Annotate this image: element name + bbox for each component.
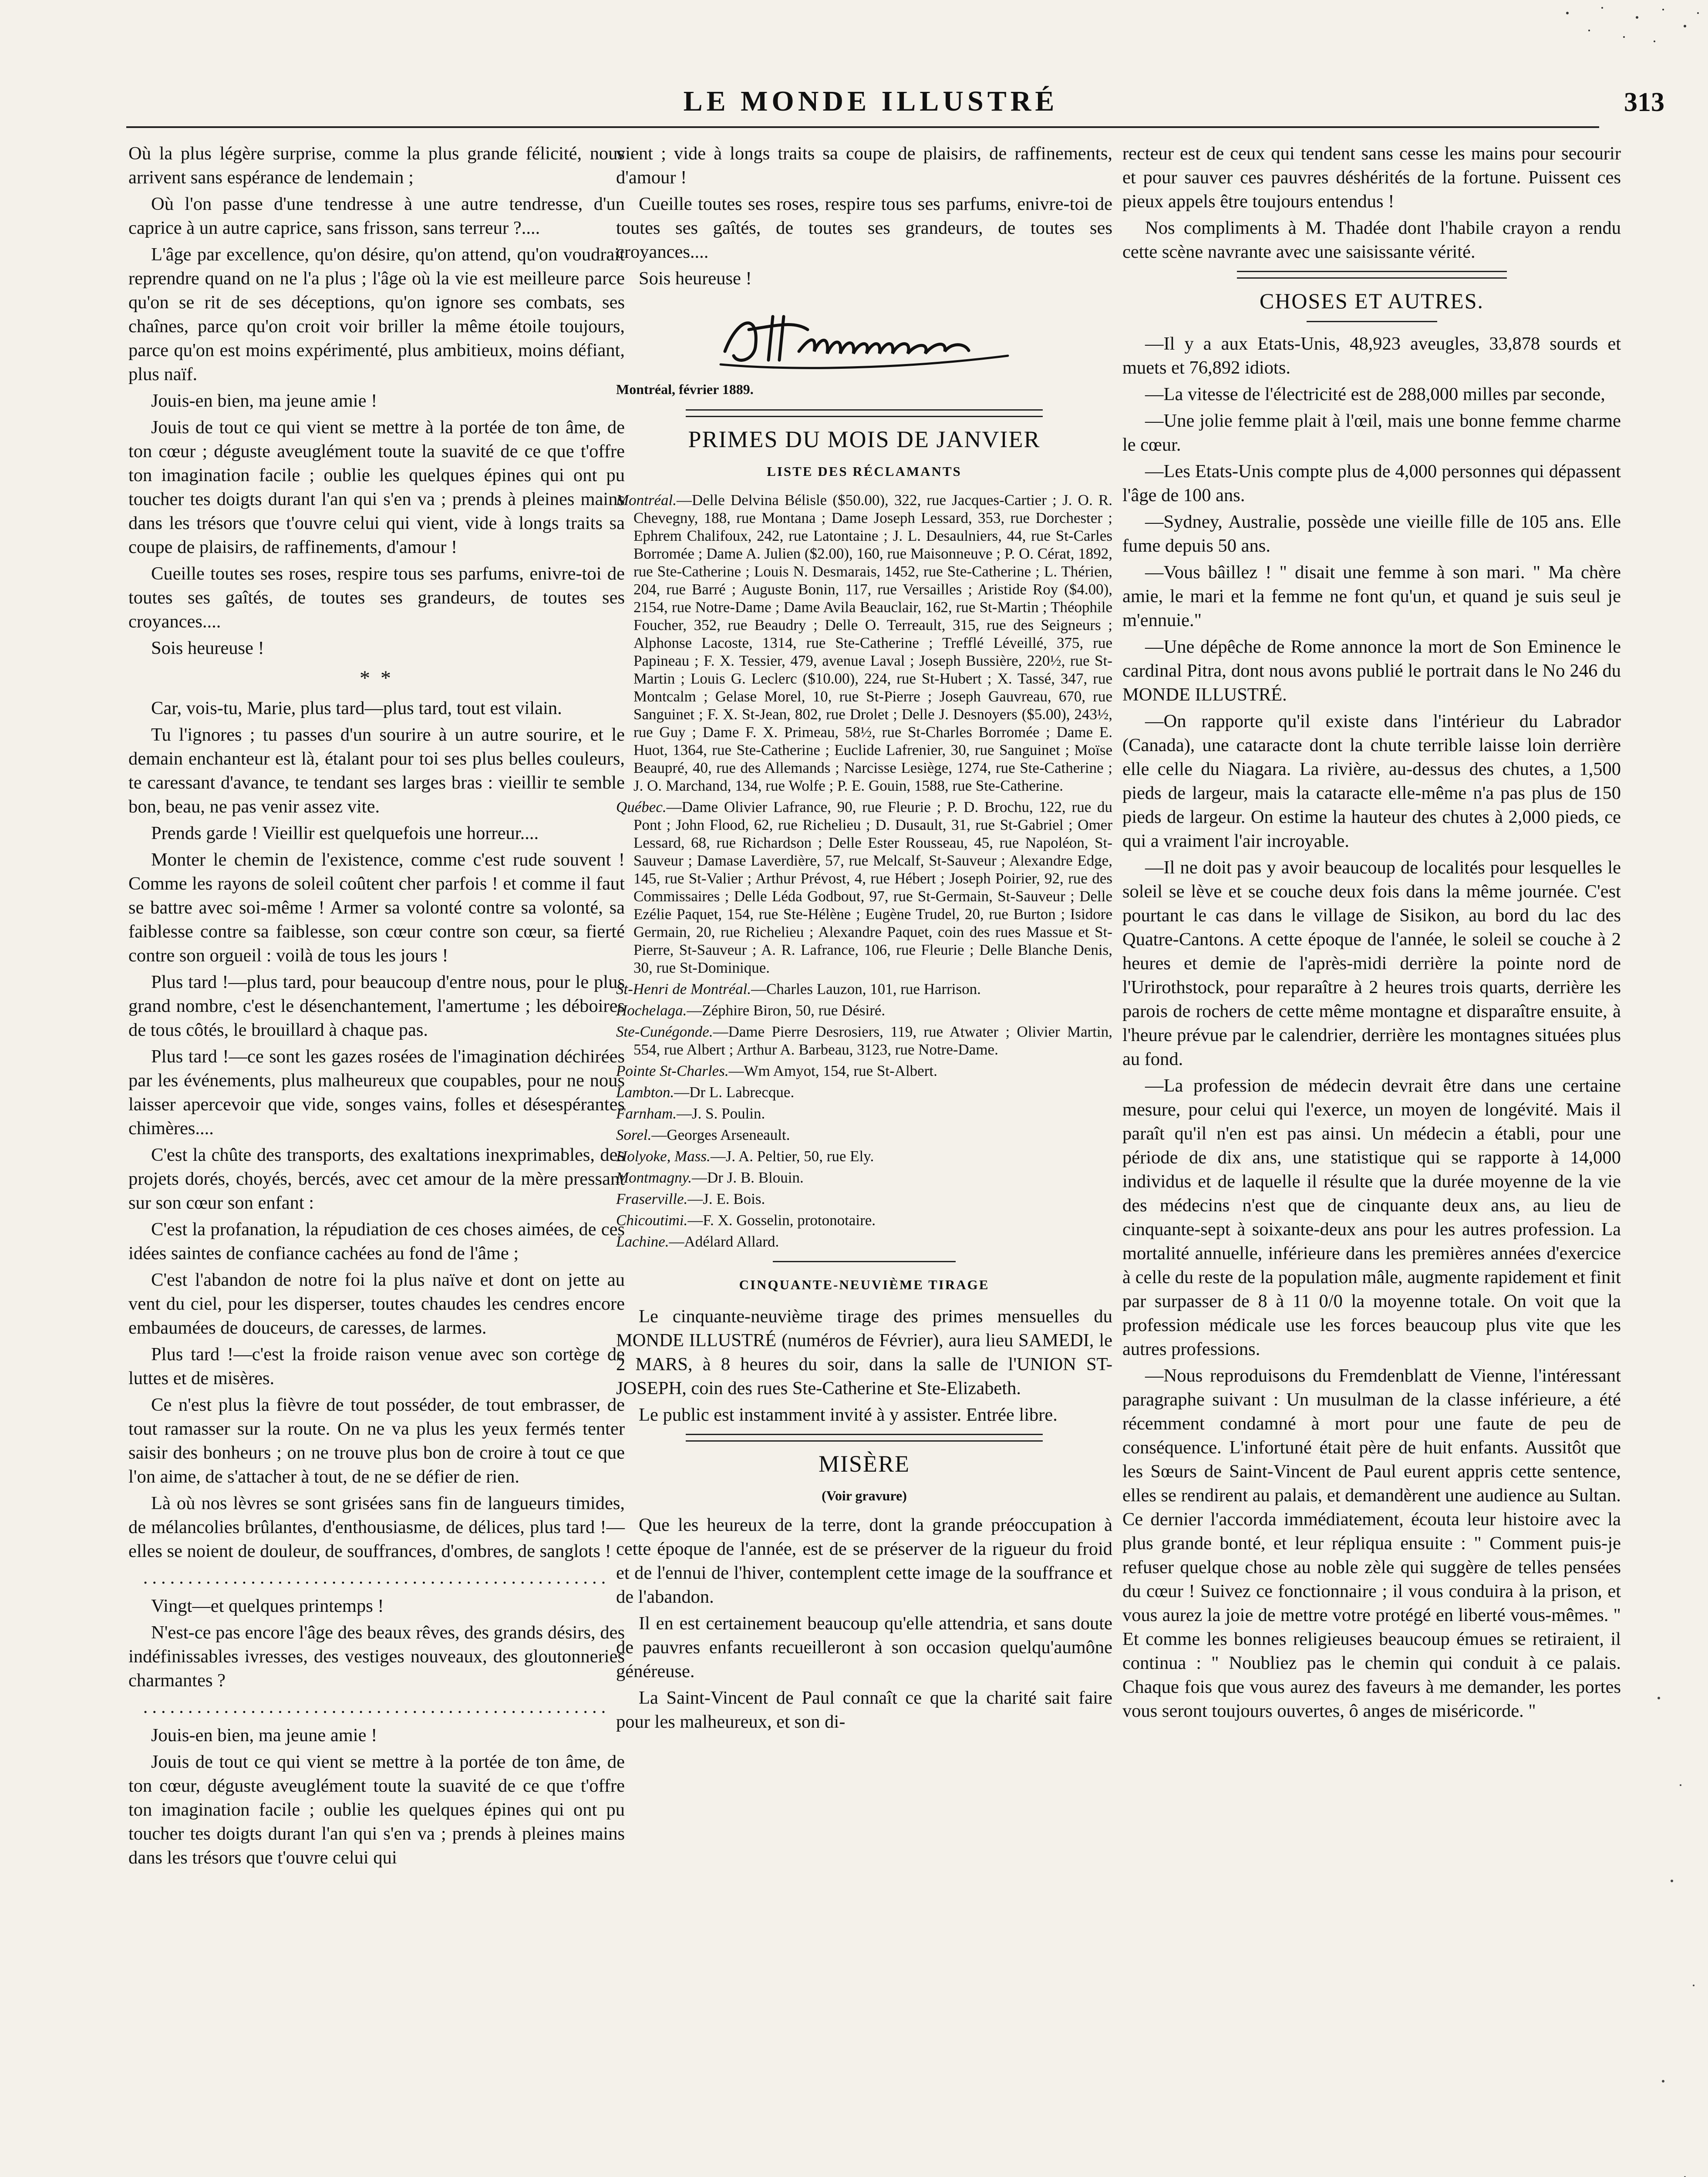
paragraph: Tu l'ignores ; tu passes d'un sourire à un autre sourire, et le demain enchanteur est là, étalant pour toi ses plus belles couleurs, te caressant d'avance, te tendant ses larges bras : vieillir te semble bon, beau, ne pas venir assez vite. [128, 725, 625, 817]
paragraph: Jouis de tout ce qui vient se mettre à la portée de ton âme, de ton cœur, déguste aveuglément toute la suavité de ce que t'offre ton imagination facile ; oublie les quelques épines qui ont pu toucher tes doigts durant l'an qui s'en va ; prends à pleines mains dans les trésors que t'ouvre celui qui [128, 1752, 625, 1868]
news-item: —Une jolie femme plait à l'œil, mais une bonne femme charme le cœur. [1122, 411, 1621, 455]
list-item: Hochelaga.—Zéphire Biron, 50, rue Désiré. [616, 1002, 886, 1019]
news-item: —On rapporte qu'il existe dans l'intérieur du Labrador (Canada), une cataracte dont la chute terrible laisse loin derrière elle celle du Niagara. La rivière, au-dessus des chutes, a 1,500 pieds de largeur, mais la cataracte elle-même n'a pas plus de 150 pieds de largeur. On estime la hauteur des chutes à 2,000 pieds, ce qui a vraiment l'air incroyable. [1122, 711, 1621, 851]
paragraph: Où l'on passe d'une tendresse à une autre tendresse, d'un caprice à un autre caprice, sans frisson, sans terreur ?.... [128, 194, 625, 238]
dotted-separator: .................................................... [143, 1567, 610, 1588]
scan-noise-right-edge [1646, 1655, 1708, 2177]
paragraph: Prends garde ! Vieillir est quelquefois une horreur.... [151, 823, 539, 843]
paragraph: Jouis-en bien, ma jeune amie ! [151, 1725, 377, 1746]
dotted-separator: .................................................... [143, 1697, 610, 1717]
paragraph: Le public est instamment invité à y assister. Entrée libre. [639, 1405, 1058, 1425]
section-rule [686, 1434, 1043, 1442]
news-item: —Nous reproduisons du Fremdenblatt de Vienne, l'intéressant paragraphe suivant : Un musulman de la classe inférieure, a été récemment condamné à mort pour une faute de peu de conséquence. L'infortuné était père de huit enfants. Aussitôt que les Sœurs de Saint-Vincent de Paul eurent appris cette sentence, elles se rendirent au palais, et demandèrent une audience au Sultan. Ce dernier l'accorda immédiatement, écouta leur histoire avec la plus grande bonté, et leur répliqua ensuite : " Comment puis-je refuser quelque chose au noble zèle qui suggère de telles pensées du cœur ! Suivez ce fonctionnaire ; il vous conduira à la prison, et vous aurez la joie de mettre votre protégé en liberté vous-mêmes. " Et comme les bonnes religieuses beaucoup émues se retiraient, il continua : " Noubliez pas le chemin qui conduit à ce palais. Chaque fois que vous aurez des faveurs à me demander, les portes vous seront toujours ouvertes, ô anges de miséricorde. " [1122, 1365, 1621, 1721]
paragraph: Jouis de tout ce qui vient se mettre à la portée de ton âme, de ton cœur ; déguste aveuglément toute la suavité de ce que t'offre ton imagination facile ; oublie les quelques épines qui ont pu toucher tes doigts durant l'an qui s'en va ; prends à pleines mains dans les trésors que t'ouvre celui qui vient, vide à longs traits sa coupe de plaisirs, de raffinements, d'amour ! [128, 417, 625, 557]
section-rule [773, 1261, 956, 1262]
paragraph: Plus tard !—ce sont les gazes rosées de l'imagination déchirées par les événements, plus malheureux que coupables, pour ne nous laisser apercevoir que vide, songes vains, folles et désespérantes chimères.... [128, 1046, 625, 1139]
paragraph: C'est l'abandon de notre foi la plus naïve et dont on jette au vent du ciel, pour les disperser, toutes chaudes les cendres encore embaumées de douceurs, de caresses, de larmes. [128, 1270, 625, 1338]
header-rule [126, 126, 1599, 128]
paragraph: Monter le chemin de l'existence, comme c'est rude souvent ! Comme les rayons de soleil coûtent cher parfois ! et comme il faut se battre avec soi-même ! Armer sa volonté contre sa volonté, sa faiblesse contre sa faiblesse, son cœur contre son cœur, sa fierté contre son orgueil : voilà de tous les jours ! [128, 849, 625, 966]
list-item: Montréal.—Delle Delvina Bélisle ($50.00), 322, rue Jacques-Cartier ; J. O. R. Chevegny, 188, rue Montana ; Dame Joseph Lessard, 353, rue Dorchester ; Ephrem Chalifoux, 242, rue Latontaine ; J. L. Desaulniers, 44, rue St-Carles Borromée ; Dame A. Julien ($2.00), 160, rue Maisonneuve ; P. O. Cérat, 1892, rue Ste-Catherine ; Louis N. Desmarais, 1452, rue Ste-Catherine ; L. Thérien, 204, rue Barré ; Auguste Bonin, 117, rue Versailles ; Aristide Roy ($4.00), 2154, rue Notre-Dame ; Dame Avila Beauclair, 162, rue St-Martin ; Théophile Foucher, 352, rue Beaudry ; Delle O. Terreault, 315, rue des Seigneurs ; Alphonse Lacoste, 1314, rue Ste-Catherine ; Trefflé Léveillé, 375, rue Papineau ; F. X. Tessier, 479, avenue Laval ; Joseph Bussière, 220½, rue St-Martin ; Louis G. Leclerc ($10.00), 224, rue St-Hubert ; X. Tassé, 347, rue Montcalm ; Gelase Morel, 10, rue St-Pierre ; Joseph Gauvreau, 670, rue Sanguinet ; F. X. St-Jean, 802, rue Drolet ; Delle J. Desnoyers ($5.00), 243½, rue Guy ; Dame F. X. Primeau, 58½, rue St-Charles Borromée ; Dame E. Huot, 1364, rue Ste-Catherine ; Euclide Lafrenier, 30, rue Sanguinet ; Moïse Beaupré, 40, rue des Allemands ; Narcisse Lesiège, 1274, rue Ste-Catherine ; J. O. Marchand, 134, rue Wolfe ; P. E. Gouin, 1588, rue Ste-Catherine. [616, 492, 1112, 794]
list-item: Québec.—Dame Olivier Lafrance, 90, rue Fleurie ; P. D. Brochu, 122, rue du Pont ; John Flood, 62, rue Richelieu ; D. Dusault, 31, rue St-Gabriel ; Omer Lessard, 68, rue Richardson ; Delle Ester Rousseau, 45, rue Napoléon, St-Sauveur ; Damase Laverdière, 57, rue Melcalf, St-Sauveur ; Alexandre Edge, 145, rue St-Valier ; Arthur Prévost, 4, rue Hébert ; Joseph Poirier, 92, rue des Commissaires ; Delle Léda Godbout, 97, rue St-Germain, St-Sauveur ; Delle Ezélie Paquet, 154, rue Ste-Hélène ; Eugène Trudel, 20, rue Burton ; Isidore Germain, 20, rue Richelieu ; Alexandre Paquet, coin des rues Massue et St-Pierre, St-Sauveur ; A. R. Lafrance, 106, rue Fleurie ; Delle Blanche Denis, 30, rue St-Dominique. [616, 799, 1112, 976]
news-item: —Sydney, Australie, possède une vieille fille de 105 ans. Elle fume depuis 50 ans. [1122, 512, 1621, 556]
section-subtitle: (Voir gravure) [822, 1488, 907, 1503]
paragraph: Ce n'est plus la fièvre de tout posséder, de tout embrasser, de tout ramasser sur la route. On ne va plus les yeux fermés tenter saisir des bonheurs ; on ne trouve plus bon de croire à tout ce que l'on aime, de s'attacher à tout, de ne se défier de rien. [128, 1395, 625, 1487]
page-number: 313 [1624, 88, 1664, 117]
paragraph: Que les heureux de la terre, dont la grande préoccupation à cette époque de l'année, est de se préserver de la rigueur du froid et de l'ennui de l'hiver, contemplent cette image de la souffrance et de l'abandon. [616, 1515, 1112, 1607]
masthead: LE MONDE ILLUSTRÉ [683, 85, 1058, 117]
news-item: —Une dépêche de Rome annonce la mort de Son Eminence le cardinal Pitra, dont nous avons publié le portrait dans le No 246 du MONDE ILLUSTRÉ. [1122, 637, 1621, 705]
paragraph: Nos compliments à M. Thadée dont l'habile crayon a rendu cette scène navrante avec une saisissante vérité. [1122, 218, 1621, 262]
list-item: Holyoke, Mass.—J. A. Peltier, 50, rue Ely. [616, 1148, 874, 1165]
news-item: —La vitesse de l'électricité est de 288,000 milles par seconde, [1145, 384, 1605, 404]
section-title-tirage: CINQUANTE-NEUVIÈME TIRAGE [739, 1277, 990, 1292]
paragraph: Plus tard !—c'est la froide raison venue avec son cortège de luttes et de misères. [128, 1344, 625, 1388]
paragraph: Jouis-en bien, ma jeune amie ! [151, 391, 377, 411]
paragraph: Plus tard !—plus tard, pour beaucoup d'entre nous, pour le plus grand nombre, c'est le désenchantement, l'amertume ; les déboires de tous côtés, le brouillard à chaque pas. [128, 972, 625, 1040]
paragraph: Là où nos lèvres se sont grisées sans fin de langueurs timides, de mélancolies brûlantes, d'enthousiasme, de délices, plus tard !—elles se noient de douleur, de souffrances, d'ombres, de sanglots ! [128, 1493, 625, 1561]
dateline: Montréal, février 1889. [616, 381, 754, 397]
section-stars: * * [360, 667, 394, 690]
list-item: Farnham.—J. S. Poulin. [616, 1105, 765, 1122]
list-item: St-Henri de Montréal.—Charles Lauzon, 101, rue Harrison. [616, 981, 981, 998]
column-1 [128, 142, 625, 1872]
paragraph: vient ; vide à longs traits sa coupe de plaisirs, de raffinements, d'amour ! [616, 143, 1112, 188]
paragraph: Il en est certainement beaucoup qu'elle attendria, et sans doute de pauvres enfants recueilleront à son occasion quelqu'aumône généreuse. [616, 1613, 1112, 1682]
paragraph: Sois heureuse ! [151, 638, 264, 658]
list-item: Pointe St-Charles.—Wm Amyot, 154, rue St-Albert. [616, 1062, 937, 1079]
scan-noise-top-right [1550, 0, 1708, 52]
subsection-title-liste: LISTE DES RÉCLAMANTS [767, 464, 962, 479]
paragraph: Où la plus légère surprise, comme la plus grande félicité, nous arrivent sans espérance de lendemain ; [128, 143, 625, 188]
paragraph: recteur est de ceux qui tendent sans cesse les mains pour secourir et pour sauver ces pauvres déshérités de la fortune. Puissent ces pieux appels être toujours entendus ! [1122, 143, 1621, 212]
news-item: —Vous bâillez ! " disait une femme à son mari. " Ma chère amie, le mari et la femme ne font qu'un, et quand je suis seul je m'ennuie." [1122, 562, 1621, 630]
paragraph: L'âge par excellence, qu'on désire, qu'on attend, qu'on voudrait reprendre quand on ne l'a plus ; l'âge où la vie est meilleure parce qu'on se rit de ses déceptions, qu'on ignore ses combats, ses chaînes, parce qu'on croit voir briller la même étoile toujours, parce qu'on est moins expérimenté, plus ambitieux, moins défiant, plus naïf. [128, 244, 625, 384]
paragraph: Sois heureuse ! [639, 268, 752, 289]
paragraph: Le cinquante-neuvième tirage des primes mensuelles du MONDE ILLUSTRÉ (numéros de Février), aura lieu SAMEDI, le 2 MARS, à 8 heures du soir, dans la salle de l'UNION ST-JOSEPH, coin des rues Ste-Catherine et Ste-Elizabeth. [616, 1306, 1112, 1399]
signature-hermance [707, 299, 1021, 373]
section-rule [1307, 321, 1437, 322]
column-2 [616, 142, 1112, 1736]
column-3 [1122, 142, 1621, 1725]
paragraph: N'est-ce pas encore l'âge des beaux rêves, des grands désirs, des indéfinissables ivresses, des vestiges nouveaux, des gloutonneries charmantes ? [128, 1622, 625, 1691]
paragraph: C'est la profanation, la répudiation de ces choses aimées, de ces idées saintes de confiance cachées au fond de l'âme ; [128, 1219, 625, 1264]
section-title-misere: MISÈRE [818, 1451, 910, 1477]
list-item: Chicoutimi.—F. X. Gosselin, protonotaire. [616, 1212, 876, 1229]
list-item: Lachine.—Adélard Allard. [616, 1233, 779, 1250]
list-item: Lambton.—Dr L. Labrecque. [616, 1084, 795, 1101]
list-item: Sorel.—Georges Arseneault. [616, 1126, 790, 1143]
paragraph: La Saint-Vincent de Paul connaît ce que la charité sait faire pour les malheureux, et son di- [616, 1688, 1112, 1732]
news-item: —Il ne doit pas y avoir beaucoup de localités pour lesquelles le soleil se lève et se couche deux fois dans la même journée. C'est pourtant le cas dans le village de Sisikon, au bord du lac des Quatre-Cantons. A cette époque de l'année, le soleil se couche à 2 heures et demie de l'après-midi derrière la pointe nord de l'Urirothstock, pour reparaître à 2 heures trois quarts, derrière les parois de rochers de cette même montagne et disparaître ensuite, à l'heure prévue par le calendrier, derrière les montagnes situées plus au fond. [1122, 857, 1621, 1069]
paragraph: Cueille toutes ses roses, respire tous ses parfums, enivre-toi de toutes ses gaîtés, de toutes ses grandeurs, de toutes ses croyances.... [616, 194, 1112, 262]
paragraph: Vingt—et quelques printemps ! [151, 1596, 384, 1616]
paragraph: Car, vois-tu, Marie, plus tard—plus tard, tout est vilain. [151, 698, 562, 718]
section-rule [686, 409, 1043, 417]
news-item: —Il y a aux Etats-Unis, 48,923 aveugles, 33,878 sourds et muets et 76,892 idiots. [1122, 334, 1621, 378]
paragraph: C'est la chûte des transports, des exaltations inexprimables, des projets dorés, choyés, bercés, avec cet amour de la mère pressant sur son cœur son enfant : [128, 1145, 625, 1213]
section-title-choses: CHOSES ET AUTRES. [1259, 289, 1484, 313]
claimants-list [616, 491, 1112, 1250]
list-item: Montmagny.—Dr J. B. Blouin. [616, 1169, 804, 1186]
section-rule [1237, 271, 1507, 279]
paragraph: Cueille toutes ses roses, respire tous ses parfums, enivre-toi de toutes ses gaîtés, de toutes ses grandeurs, de toutes ses croyances.... [128, 563, 625, 632]
list-item: Fraserville.—J. E. Bois. [616, 1190, 765, 1207]
news-item: —La profession de médecin devrait être dans une certaine mesure, pour celui qui l'exerce, un moyen de longévité. Mais il paraît qu'il n'en est pas ainsi. Un médecin a établi, pour une période de dix ans, une statistique qui se rapporte à 14,000 individus et de laquelle il résulte que la durée moyenne de la vie des médecins n'est que de cinquante deux ans, au lieu de cinquante-sept à soixante-deux ans pour les autres profession. La mortalité annuelle, inférieure dans les premières années d'exercice à celle du reste de la population mâle, augmente rapidement et finit par surpasser de 8 à 11 0/0 la moyenne totale. On voit que la profession médicale use les forces beaucoup plus vite que les autres professions. [1122, 1075, 1621, 1359]
list-item: Ste-Cunégonde.—Dame Pierre Desrosiers, 119, rue Atwater ; Olivier Martin, 554, rue Albert ; Arthur A. Barbeau, 3123, rue Notre-Dame. [616, 1023, 1112, 1058]
section-title-primes: PRIMES DU MOIS DE JANVIER [688, 426, 1041, 452]
news-item: —Les Etats-Unis compte plus de 4,000 personnes qui dépassent l'âge de 100 ans. [1122, 461, 1621, 505]
